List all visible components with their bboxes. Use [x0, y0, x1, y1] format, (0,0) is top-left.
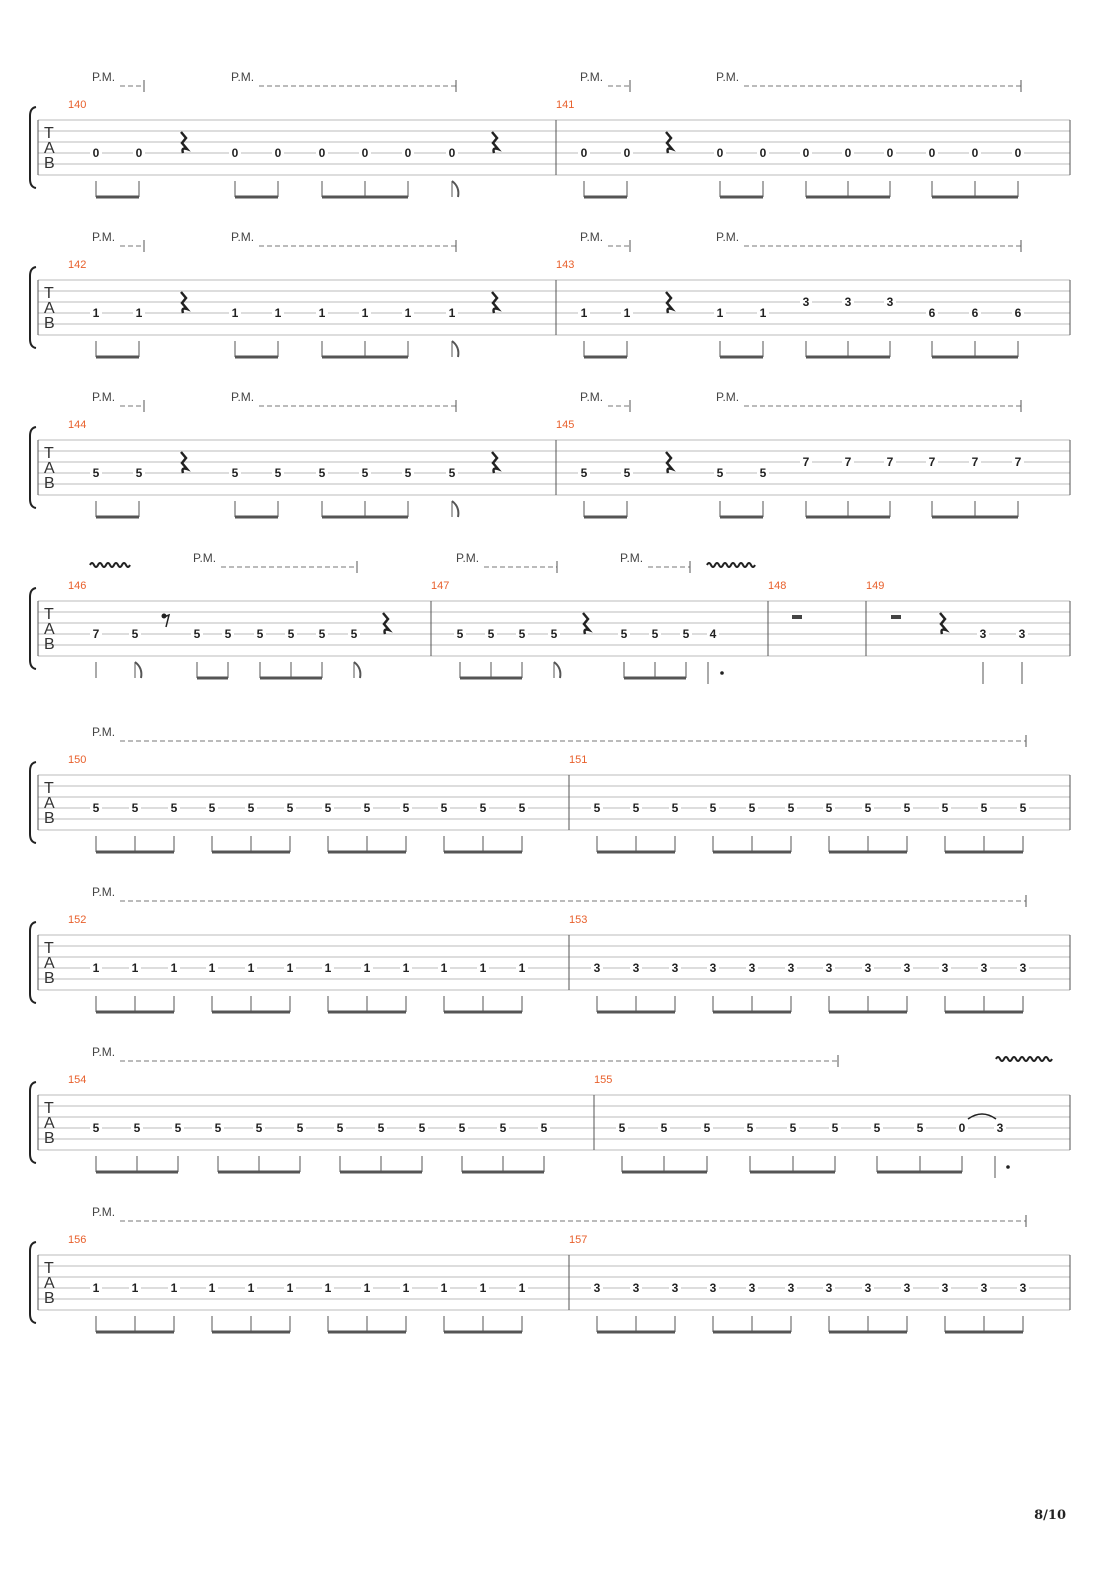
- fret-number: 3: [903, 961, 911, 975]
- vibrato-mark: [996, 1057, 1052, 1061]
- fret-number: 3: [593, 1281, 601, 1295]
- fret-number: 1: [479, 1281, 487, 1295]
- system-bracket: [30, 427, 36, 508]
- fret-number: 3: [980, 1281, 988, 1295]
- tab-clef-letter: A: [44, 955, 55, 972]
- fret-number: 7: [1014, 455, 1022, 469]
- fret-number: 3: [979, 627, 987, 641]
- tab-clef-letter: A: [44, 460, 55, 477]
- fret-number: 1: [479, 961, 487, 975]
- fret-number: 5: [131, 627, 139, 641]
- fret-number: 3: [671, 1281, 679, 1295]
- palm-mute-label: P.M.: [231, 390, 255, 404]
- fret-number: 5: [873, 1121, 881, 1135]
- fret-number: 1: [580, 306, 588, 320]
- fret-number: 3: [787, 961, 795, 975]
- fret-number: 5: [440, 801, 448, 815]
- fret-number: 5: [1019, 801, 1027, 815]
- fret-number: 5: [716, 466, 724, 480]
- palm-mute-label: P.M.: [580, 70, 604, 84]
- fret-number: 5: [618, 1121, 626, 1135]
- fret-number: 5: [256, 627, 264, 641]
- tab-clef-letter: T: [44, 285, 54, 302]
- fret-number: 5: [487, 627, 495, 641]
- vibrato-mark: [90, 563, 130, 567]
- fret-number: 5: [247, 801, 255, 815]
- fret-number: 5: [92, 1121, 100, 1135]
- fret-number: 1: [518, 961, 526, 975]
- fret-number: 3: [787, 1281, 795, 1295]
- tab-clef-letter: B: [44, 315, 55, 332]
- fret-number: 1: [131, 1281, 139, 1295]
- measure-number: 140: [68, 99, 87, 111]
- fret-number: 1: [324, 961, 332, 975]
- tab-clef-letter: B: [44, 155, 55, 172]
- fret-number: 5: [92, 801, 100, 815]
- fret-number: 1: [440, 1281, 448, 1295]
- measure-number: 157: [569, 1234, 588, 1246]
- fret-number: 5: [703, 1121, 711, 1135]
- fret-number: 1: [363, 1281, 371, 1295]
- fret-number: 5: [499, 1121, 507, 1135]
- fret-number: 1: [135, 306, 143, 320]
- fret-number: 3: [632, 961, 640, 975]
- fret-number: 5: [255, 1121, 263, 1135]
- palm-mute-label: P.M.: [580, 230, 604, 244]
- fret-number: 0: [759, 146, 767, 160]
- palm-mute-label: P.M.: [456, 551, 480, 565]
- fret-number: 5: [632, 801, 640, 815]
- fret-number: 0: [886, 146, 894, 160]
- fret-number: 5: [620, 627, 628, 641]
- palm-mute-label: P.M.: [92, 390, 116, 404]
- palm-mute-label: P.M.: [92, 230, 116, 244]
- fret-number: 3: [1019, 961, 1027, 975]
- fret-number: 5: [456, 627, 464, 641]
- fret-number: 1: [208, 961, 216, 975]
- system-bracket: [30, 588, 36, 669]
- palm-mute-label: P.M.: [620, 551, 644, 565]
- fret-number: 3: [802, 295, 810, 309]
- half-rest: [891, 615, 901, 619]
- fret-number: 3: [980, 961, 988, 975]
- palm-mute-label: P.M.: [92, 70, 116, 84]
- fret-number: 0: [971, 146, 979, 160]
- fret-number: 1: [274, 306, 282, 320]
- fret-number: 0: [623, 146, 631, 160]
- measure-number: 154: [68, 1074, 87, 1086]
- fret-number: 5: [92, 466, 100, 480]
- tab-clef-letter: B: [44, 1130, 55, 1147]
- fret-number: 1: [208, 1281, 216, 1295]
- half-rest: [792, 615, 802, 619]
- fret-number: 1: [448, 306, 456, 320]
- system-bracket: [30, 1082, 36, 1163]
- fret-number: 5: [916, 1121, 924, 1135]
- tab-clef-letter: T: [44, 1260, 54, 1277]
- fret-number: 5: [296, 1121, 304, 1135]
- tab-clef-letter: B: [44, 636, 55, 653]
- fret-number: 7: [802, 455, 810, 469]
- fret-number: 0: [135, 146, 143, 160]
- fret-number: 1: [402, 961, 410, 975]
- fret-number: 0: [404, 146, 412, 160]
- fret-number: 1: [286, 961, 294, 975]
- fret-number: 1: [92, 1281, 100, 1295]
- fret-number: 3: [825, 1281, 833, 1295]
- fret-number: 1: [92, 306, 100, 320]
- measure-number: 144: [68, 419, 87, 431]
- measure-number: 155: [594, 1074, 613, 1086]
- fret-number: 6: [971, 306, 979, 320]
- fret-number: 5: [746, 1121, 754, 1135]
- fret-number: 5: [660, 1121, 668, 1135]
- fret-number: 3: [748, 961, 756, 975]
- fret-number: 5: [671, 801, 679, 815]
- fret-number: 3: [886, 295, 894, 309]
- fret-number: 3: [864, 961, 872, 975]
- fret-number: 0: [928, 146, 936, 160]
- fret-number: 3: [748, 1281, 756, 1295]
- fret-number: 5: [864, 801, 872, 815]
- palm-mute-label: P.M.: [92, 725, 116, 739]
- fret-number: 0: [1014, 146, 1022, 160]
- fret-number: 5: [131, 801, 139, 815]
- palm-mute-label: P.M.: [231, 70, 255, 84]
- fret-number: 5: [336, 1121, 344, 1135]
- fret-number: 0: [844, 146, 852, 160]
- fret-number: 3: [941, 961, 949, 975]
- fret-number: 5: [789, 1121, 797, 1135]
- fret-number: 5: [593, 801, 601, 815]
- fret-number: 5: [941, 801, 949, 815]
- measure-number: 141: [556, 99, 575, 111]
- measure-number: 142: [68, 259, 87, 271]
- palm-mute-label: P.M.: [92, 1045, 116, 1059]
- fret-number: 5: [580, 466, 588, 480]
- fret-number: 5: [448, 466, 456, 480]
- fret-number: 7: [971, 455, 979, 469]
- fret-number: 5: [135, 466, 143, 480]
- palm-mute-label: P.M.: [716, 390, 740, 404]
- fret-number: 1: [324, 1281, 332, 1295]
- tab-clef-letter: T: [44, 606, 54, 623]
- system-bracket: [30, 267, 36, 348]
- fret-number: 7: [92, 627, 100, 641]
- measure-number: 145: [556, 419, 575, 431]
- fret-number: 1: [716, 306, 724, 320]
- fret-number: 5: [377, 1121, 385, 1135]
- fret-number: 5: [980, 801, 988, 815]
- tab-clef-letter: T: [44, 940, 54, 957]
- fret-number: 3: [1019, 1281, 1027, 1295]
- measure-number: 150: [68, 754, 87, 766]
- palm-mute-label: P.M.: [231, 230, 255, 244]
- tab-clef-letter: A: [44, 1115, 55, 1132]
- eighth-flag: [452, 341, 458, 357]
- palm-mute-label: P.M.: [92, 885, 116, 899]
- tab-clef-letter: T: [44, 1100, 54, 1117]
- eighth-flag: [354, 662, 360, 678]
- fret-number: 5: [274, 466, 282, 480]
- fret-number: 5: [402, 801, 410, 815]
- measure-number: 149: [866, 580, 885, 592]
- fret-number: 4: [709, 627, 717, 641]
- fret-number: 5: [170, 801, 178, 815]
- fret-number: 0: [361, 146, 369, 160]
- fret-number: 6: [928, 306, 936, 320]
- fret-number: 3: [864, 1281, 872, 1295]
- fret-number: 1: [623, 306, 631, 320]
- fret-number: 5: [651, 627, 659, 641]
- fret-number: 1: [440, 961, 448, 975]
- fret-number: 5: [174, 1121, 182, 1135]
- fret-number: 5: [518, 627, 526, 641]
- fret-number: 5: [418, 1121, 426, 1135]
- tab-clef-letter: T: [44, 780, 54, 797]
- tab-clef-letter: B: [44, 970, 55, 987]
- fret-number: 1: [363, 961, 371, 975]
- tab-clef-letter: B: [44, 810, 55, 827]
- fret-number: 7: [928, 455, 936, 469]
- fret-number: 5: [623, 466, 631, 480]
- fret-number: 1: [404, 306, 412, 320]
- palm-mute-label: P.M.: [92, 1205, 116, 1219]
- system-bracket: [30, 922, 36, 1003]
- fret-number: 1: [286, 1281, 294, 1295]
- fret-number: 5: [133, 1121, 141, 1135]
- fret-number: 5: [831, 1121, 839, 1135]
- palm-mute-label: P.M.: [580, 390, 604, 404]
- fret-number: 3: [996, 1121, 1004, 1135]
- fret-number: 5: [479, 801, 487, 815]
- measure-number: 153: [569, 914, 588, 926]
- fret-number: 1: [131, 961, 139, 975]
- eighth-flag: [452, 501, 458, 517]
- fret-number: 1: [518, 1281, 526, 1295]
- fret-number: 5: [214, 1121, 222, 1135]
- eighth-flag: [135, 662, 141, 678]
- system-bracket: [30, 762, 36, 843]
- fret-number: 1: [402, 1281, 410, 1295]
- tab-clef-letter: A: [44, 300, 55, 317]
- eighth-flag: [554, 662, 560, 678]
- fret-number: 3: [825, 961, 833, 975]
- fret-number: 0: [802, 146, 810, 160]
- tab-clef-letter: T: [44, 445, 54, 462]
- fret-number: 3: [593, 961, 601, 975]
- tab-clef-letter: A: [44, 140, 55, 157]
- measure-number: 148: [768, 580, 787, 592]
- fret-number: 5: [224, 627, 232, 641]
- dotted-note: [720, 671, 724, 675]
- fret-number: 5: [350, 627, 358, 641]
- fret-number: 5: [287, 627, 295, 641]
- fret-number: 3: [1018, 627, 1026, 641]
- fret-number: 5: [193, 627, 201, 641]
- fret-number: 5: [709, 801, 717, 815]
- fret-number: 3: [844, 295, 852, 309]
- tab-clef-letter: A: [44, 795, 55, 812]
- fret-number: 0: [580, 146, 588, 160]
- fret-number: 5: [748, 801, 756, 815]
- tab-clef-letter: A: [44, 621, 55, 638]
- fret-number: 5: [363, 801, 371, 815]
- measure-number: 146: [68, 580, 87, 592]
- fret-number: 5: [318, 466, 326, 480]
- fret-number: 7: [886, 455, 894, 469]
- fret-number: 1: [759, 306, 767, 320]
- palm-mute-label: P.M.: [193, 551, 217, 565]
- fret-number: 5: [759, 466, 767, 480]
- fret-number: 1: [170, 961, 178, 975]
- dotted-note: [1006, 1165, 1010, 1169]
- palm-mute-label: P.M.: [716, 230, 740, 244]
- fret-number: 0: [92, 146, 100, 160]
- fret-number: 0: [448, 146, 456, 160]
- fret-number: 5: [231, 466, 239, 480]
- fret-number: 3: [709, 1281, 717, 1295]
- eighth-flag: [452, 181, 458, 197]
- fret-number: 0: [716, 146, 724, 160]
- measure-number: 156: [68, 1234, 87, 1246]
- fret-number: 5: [208, 801, 216, 815]
- fret-number: 5: [361, 466, 369, 480]
- fret-number: 5: [318, 627, 326, 641]
- fret-number: 5: [825, 801, 833, 815]
- fret-number: 1: [92, 961, 100, 975]
- tab-clef-letter: B: [44, 1290, 55, 1307]
- fret-number: 5: [324, 801, 332, 815]
- fret-number: 7: [844, 455, 852, 469]
- page-number: 8/10: [1034, 1508, 1066, 1523]
- fret-number: 3: [941, 1281, 949, 1295]
- eighth-rest: [164, 615, 169, 627]
- fret-number: 1: [361, 306, 369, 320]
- fret-number: 1: [318, 306, 326, 320]
- tab-clef-letter: B: [44, 475, 55, 492]
- palm-mute-label: P.M.: [716, 70, 740, 84]
- fret-number: 3: [671, 961, 679, 975]
- fret-number: 5: [518, 801, 526, 815]
- fret-number: 3: [709, 961, 717, 975]
- fret-number: 0: [318, 146, 326, 160]
- fret-number: 5: [682, 627, 690, 641]
- tab-clef-letter: A: [44, 1275, 55, 1292]
- fret-number: 6: [1014, 306, 1022, 320]
- system-bracket: [30, 1242, 36, 1323]
- tab-clef-letter: T: [44, 125, 54, 142]
- fret-number: 1: [247, 1281, 255, 1295]
- measure-number: 143: [556, 259, 575, 271]
- fret-number: 0: [274, 146, 282, 160]
- fret-number: 5: [458, 1121, 466, 1135]
- vibrato-mark: [707, 563, 755, 567]
- fret-number: 5: [903, 801, 911, 815]
- fret-number: 0: [231, 146, 239, 160]
- fret-number: 5: [286, 801, 294, 815]
- fret-number: 1: [170, 1281, 178, 1295]
- fret-number: 5: [540, 1121, 548, 1135]
- system-bracket: [30, 107, 36, 188]
- measure-number: 147: [431, 580, 450, 592]
- fret-number: 1: [247, 961, 255, 975]
- fret-number: 5: [550, 627, 558, 641]
- fret-number: 3: [632, 1281, 640, 1295]
- fret-number: 3: [903, 1281, 911, 1295]
- fret-number: 5: [787, 801, 795, 815]
- measure-number: 152: [68, 914, 87, 926]
- fret-number: 0: [958, 1121, 966, 1135]
- measure-number: 151: [569, 754, 588, 766]
- fret-number: 5: [404, 466, 412, 480]
- fret-number: 1: [231, 306, 239, 320]
